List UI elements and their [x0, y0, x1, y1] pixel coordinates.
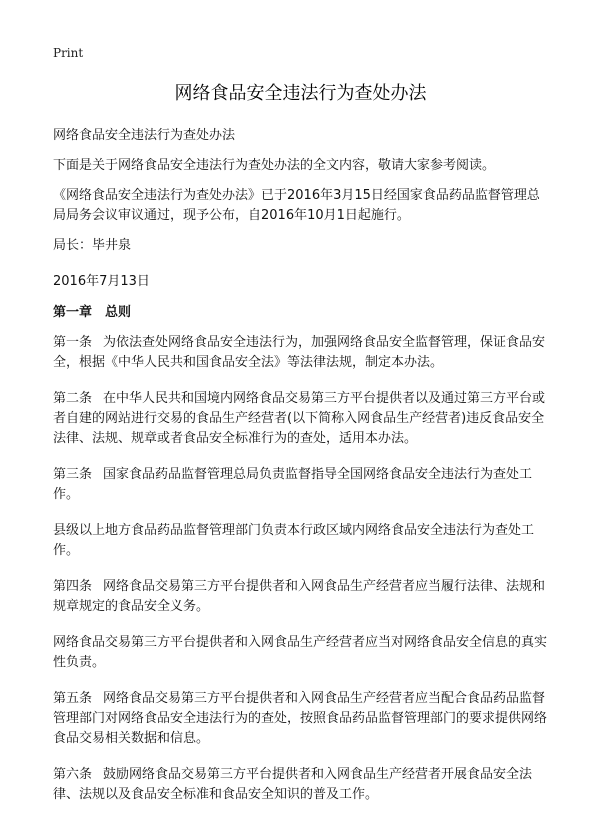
signatory-line: 局长：毕井泉: [53, 238, 132, 253]
document-subtitle: 网络食品安全违法行为查处办法: [53, 128, 236, 143]
article-text: 网络食品交易第三方平台提供者和入网食品生产经营者应当配合食品药品监督管理部门对网络食品安全违法行为的查处，按照食品药品监督管理部门的要求提供网络食品交易相关数据和信息。: [53, 691, 548, 746]
article-text: 网络食品交易第三方平台提供者和入网食品生产经营者应当履行法律、法规和规章规定的食品安全义务。: [53, 579, 546, 614]
article-3-paragraph-2: [53, 521, 548, 561]
article-number: 第四条: [53, 579, 93, 594]
article-text: 网络食品交易第三方平台提供者和入网食品生产经营者应当对网络食品安全信息的真实性负责。: [53, 635, 548, 670]
print-link[interactable]: Print: [53, 46, 84, 60]
article-1: [53, 333, 548, 373]
article-number: 第一条: [53, 335, 93, 350]
article-4-paragraph-2: [53, 633, 548, 673]
article-number: 第五条: [53, 691, 93, 706]
date-line: 2016年7月13日: [53, 274, 150, 289]
article-number: 第二条: [53, 391, 93, 406]
chapter-heading: 第一章 总则: [53, 305, 132, 320]
article-6: [53, 765, 548, 805]
article-2: [53, 389, 548, 449]
document-title: 网络食品安全违法行为查处办法: [174, 83, 427, 104]
intro-paragraph: 下面是关于网络食品安全违法行为查处办法的全文内容，敬请大家参考阅读。: [53, 158, 496, 173]
article-text: 为依法查处网络食品安全违法行为，加强网络食品安全监督管理，保证食品安全，根据《中华人民共和国食品安全法》等法律法规，制定本办法。: [53, 335, 546, 370]
article-5: [53, 689, 548, 749]
notice-paragraph: 《网络食品安全违法行为查处办法》已于2016年3月15日经国家食品药品监督管理总局局务会议审议通过，现予公布，自2016年10月1日起施行。: [53, 188, 540, 223]
article-text: 在中华人民共和国境内网络食品交易第三方平台提供者以及通过第三方平台或者自建的网站进行交易的食品生产经营者(以下简称入网食品生产经营者)违反食品安全法律、法规、规章或者食品安全标准行为的查处，适用本办法。: [53, 391, 546, 446]
article-4: [53, 577, 548, 617]
article-text: 鼓励网络食品交易第三方平台提供者和入网食品生产经营者开展食品安全法律、法规以及食品安全标准和食品安全知识的普及工作。: [53, 767, 533, 802]
article-3: [53, 465, 548, 505]
article-number: 第六条: [53, 767, 93, 782]
article-text: 县级以上地方食品药品监督管理部门负责本行政区域内网络食品安全违法行为查处工作。: [53, 523, 535, 558]
article-number: 第三条: [53, 467, 93, 482]
article-text: 国家食品药品监督管理总局负责监督指导全国网络食品安全违法行为查处工作。: [53, 467, 533, 502]
